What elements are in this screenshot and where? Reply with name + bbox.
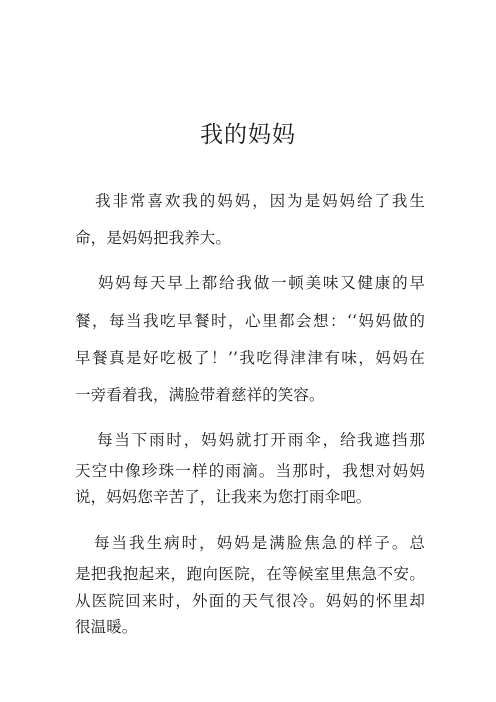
paragraph-3-line-3: 说，妈妈您辛苦了，让我来为您打雨伞吧。 (75, 488, 372, 506)
paragraph-1-line-2: 命，是妈妈把我养大。 (75, 229, 232, 247)
paragraph-2-line-3: 早餐真是好吃极了！’’我吃得津津有味，妈妈在 (75, 349, 425, 367)
paragraph-3-line-2: 天空中像珍珠一样的雨滴。当那时，我想对妈妈 (75, 462, 425, 480)
paragraph-4-line-3: 从医院回来时，外面的天气很冷。妈妈的怀里却 (75, 592, 425, 610)
document-title: 我的妈妈 (200, 122, 296, 148)
paragraph-4-line-4: 很温暖。 (75, 618, 138, 636)
paragraph-4-line-2: 是把我抱起来，跑向医院，在等候室里焦急不安。 (75, 565, 425, 583)
paragraph-2-line-1: 妈妈每天早上都给我做一顿美味又健康的早 (98, 274, 425, 292)
paragraph-2-line-2: 餐，每当我吃早餐时，心里都会想：‘‘妈妈做的 (75, 312, 425, 330)
paragraph-2-line-4: 一旁看着我，满脸带着慈祥的笑容。 (75, 386, 325, 404)
paragraph-3-line-1: 每当下雨时，妈妈就打开雨伞，给我遮挡那 (97, 431, 425, 449)
paragraph-4-line-1: 每当我生病时，妈妈是满脸焦急的样子。总 (94, 534, 425, 552)
paragraph-1-line-1: 我非常喜欢我的妈妈，因为是妈妈给了我生 (95, 192, 425, 210)
